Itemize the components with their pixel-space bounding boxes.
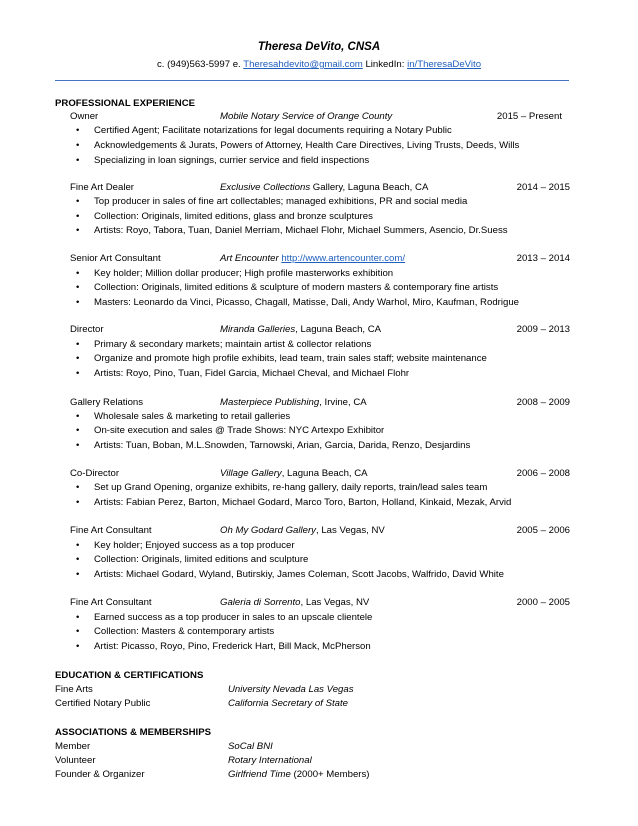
job-dates: 2008 – 2009	[516, 397, 570, 408]
job-dates: 2005 – 2006	[516, 525, 570, 536]
job-bullet: • Certified Agent; Facilitate notarizations for legal documents requiring a Notary Public	[76, 125, 452, 136]
job-entry	[70, 597, 570, 610]
job-bullet: • Top producer in sales of fine art collectables; managed exhibitions, PR and social media	[76, 196, 468, 207]
job-bullet: • Specializing in loan signings, currier service and field inspections	[76, 155, 370, 166]
job-bullet: • Organize and promote high profile exhibits, lead team, train sales staff; website maintenance	[76, 353, 487, 364]
candidate-name: Theresa DeVito, CNSA	[257, 41, 381, 53]
job-bullet: • Artists: Tuan, Boban, M.L.Snowden, Tarnowski, Arian, Garcia, Darida, Renzo, Desjardins	[76, 440, 471, 451]
association-row	[55, 769, 555, 782]
bullet-icon: •	[76, 140, 80, 151]
bullet-icon: •	[76, 268, 80, 279]
job-bullet: • Key holder; Enjoyed success as a top producer	[76, 540, 295, 551]
education-row	[55, 698, 555, 711]
job-entry	[70, 324, 570, 337]
job-org: Masterpiece Publishing, Irvine, CA	[220, 397, 367, 408]
association-value: SoCal BNI	[228, 741, 273, 752]
education-value: California Secretary of State	[228, 698, 348, 709]
job-bullet: • On-site execution and sales @ Trade Shows: NYC Artexpo Exhibitor	[76, 425, 385, 436]
job-bullet: • Set up Grand Opening, organize exhibits, re-hang gallery, daily reports, train/lead sales team	[76, 482, 488, 493]
job-bullet: • Artists: Fabian Perez, Barton, Michael Godard, Marco Toro, Barton, Holland, Kinkaid, Mezak, Arvid	[76, 497, 512, 508]
linkedin-label: LinkedIn:	[362, 59, 408, 70]
contact-line	[0, 59, 638, 70]
job-bullet: • Collection: Originals, limited editions and sculpture	[76, 554, 309, 565]
bullet-icon: •	[76, 196, 80, 207]
job-title: Director	[70, 324, 104, 335]
job-org: Mobile Notary Service of Orange County	[220, 111, 393, 122]
job-dates: 2009 – 2013	[516, 324, 570, 335]
job-dates: 2013 – 2014	[516, 253, 570, 264]
job-bullet: • Wholesale sales & marketing to retail galleries	[76, 411, 291, 422]
job-bullet: • Artist: Picasso, Royo, Pino, Frederick Hart, Bill Mack, McPherson	[76, 641, 371, 652]
bullet-icon: •	[76, 425, 80, 436]
job-title: Owner	[70, 111, 99, 122]
bullet-icon: •	[76, 554, 80, 565]
job-org: Village Gallery, Laguna Beach, CA	[220, 468, 368, 479]
bullet-icon: •	[76, 497, 80, 508]
experience-heading: PROFESSIONAL EXPERIENCE	[55, 98, 196, 109]
association-row	[55, 755, 555, 768]
education-label: Fine Arts	[55, 684, 93, 695]
job-entry	[70, 525, 570, 538]
bullet-icon: •	[76, 540, 80, 551]
header-divider	[55, 80, 569, 81]
association-value: Girlfriend Time (2000+ Members)	[228, 769, 370, 780]
job-entry	[70, 397, 570, 410]
bullet-icon: •	[76, 569, 80, 580]
association-label: Volunteer	[55, 755, 96, 766]
associations-heading: ASSOCIATIONS & MEMBERSHIPS	[55, 727, 212, 738]
association-row	[55, 741, 555, 754]
education-value: University Nevada Las Vegas	[228, 684, 354, 695]
job-bullet: • Earned success as a top producer in sales to an upscale clientele	[76, 612, 373, 623]
bullet-icon: •	[76, 368, 80, 379]
phone-text: c. (949)563-5997 e.	[156, 59, 244, 70]
job-bullet: • Collection: Originals, limited editions & sculpture of modern masters & contemporary fine artists	[76, 282, 499, 293]
job-org: Galeria di Sorrento, Las Vegas, NV	[220, 597, 370, 608]
bullet-icon: •	[76, 339, 80, 350]
bullet-icon: •	[76, 125, 80, 136]
bullet-icon: •	[76, 297, 80, 308]
job-entry	[70, 182, 570, 195]
education-label: Certified Notary Public	[55, 698, 151, 709]
bullet-icon: •	[76, 482, 80, 493]
job-dates: 2006 – 2008	[516, 468, 570, 479]
association-label: Member	[55, 741, 91, 752]
job-bullet: • Artists: Michael Godard, Wyland, Butirskiy, James Coleman, Scott Jacobs, Walfrido, David White	[76, 569, 504, 580]
education-row	[55, 684, 555, 697]
job-bullet: • Masters: Leonardo da Vinci, Picasso, Chagall, Matisse, Dali, Andy Warhol, Miro, Kaufman, Rodrigue	[76, 297, 519, 308]
bullet-icon: •	[76, 440, 80, 451]
bullet-icon: •	[76, 353, 80, 364]
bullet-icon: •	[76, 225, 80, 236]
job-title: Fine Art Dealer	[70, 182, 134, 193]
bullet-icon: •	[76, 155, 80, 166]
job-org: Art Encounter http://www.artencounter.com/	[220, 253, 406, 264]
job-bullet: • Key holder; Million dollar producer; High profile masterworks exhibition	[76, 268, 394, 279]
job-org: Exclusive Collections Gallery, Laguna Beach, CA	[220, 182, 429, 193]
email-link[interactable]: Theresahdevito@gmail.com	[243, 59, 363, 70]
job-title: Fine Art Consultant	[70, 525, 152, 536]
bullet-icon: •	[76, 411, 80, 422]
bullet-icon: •	[76, 612, 80, 623]
education-heading: EDUCATION & CERTIFICATIONS	[55, 670, 204, 681]
job-bullet: • Acknowledgements & Jurats, Powers of Attorney, Health Care Directives, Living Trusts, Deeds, Wills	[76, 140, 520, 151]
job-bullet: • Collection: Originals, limited editions, glass and bronze sculptures	[76, 211, 373, 222]
website-link[interactable]: http://www.artencounter.com/	[281, 253, 406, 264]
job-title: Senior Art Consultant	[70, 253, 161, 264]
bullet-icon: •	[76, 641, 80, 652]
bullet-icon: •	[76, 626, 80, 637]
job-title: Fine Art Consultant	[70, 597, 152, 608]
job-entry	[70, 111, 570, 124]
association-label: Founder & Organizer	[55, 769, 145, 780]
job-dates: 2014 – 2015	[516, 182, 570, 193]
job-dates: 2000 – 2005	[516, 597, 570, 608]
job-dates: 2015 – Present	[496, 111, 562, 122]
job-title: Co-Director	[70, 468, 120, 479]
job-bullet: • Artists: Royo, Tabora, Tuan, Daniel Merriam, Michael Flohr, Michael Summers, Asencio, Dr.Suess	[76, 225, 508, 236]
job-bullet: • Collection: Masters & contemporary artists	[76, 626, 275, 637]
job-bullet: • Artists: Royo, Pino, Tuan, Fidel Garcia, Michael Cheval, and Michael Flohr	[76, 368, 410, 379]
bullet-icon: •	[76, 282, 80, 293]
job-entry	[70, 253, 570, 266]
association-value: Rotary International	[228, 755, 312, 766]
job-entry	[70, 468, 570, 481]
job-org: Miranda Galleries, Laguna Beach, CA	[220, 324, 382, 335]
job-org: Oh My Godard Gallery, Las Vegas, NV	[220, 525, 385, 536]
job-bullet: • Primary & secondary markets; maintain artist & collector relations	[76, 339, 372, 350]
job-title: Gallery Relations	[70, 397, 144, 408]
linkedin-link[interactable]: in/TheresaDeVito	[407, 59, 482, 70]
bullet-icon: •	[76, 211, 80, 222]
